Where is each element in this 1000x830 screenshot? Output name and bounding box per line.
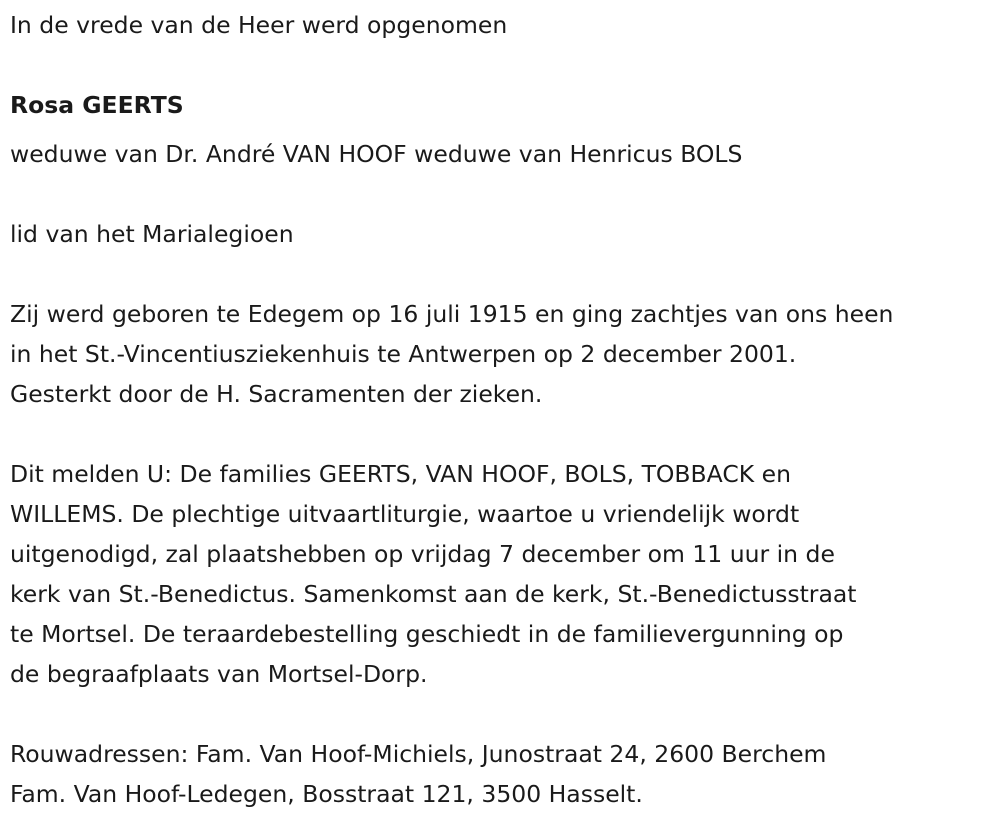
- announcement-line-4: kerk van St.-Benedictus. Samenkomst aan de kerk, St.-Benedictusstraat: [10, 580, 857, 608]
- addresses-line-2: Fam. Van Hoof-Ledegen, Bosstraat 121, 3500 Hasselt.: [10, 780, 643, 808]
- spouses-text: weduwe van Dr. André VAN HOOF weduwe van Henricus BOLS: [10, 140, 743, 168]
- announcement-line-2: WILLEMS. De plechtige uitvaartliturgie, waartoe u vriendelijk wordt: [10, 500, 800, 528]
- deceased-name: Rosa GEERTS: [10, 91, 184, 119]
- announcement-line-5: te Mortsel. De teraardebestelling geschiedt in de familievergunning op: [10, 620, 844, 648]
- birth-death-line-2: in het St.-Vincentiusziekenhuis te Antwerpen op 2 december 2001.: [10, 340, 797, 368]
- addresses-line-1: Rouwadressen: Fam. Van Hoof-Michiels, Junostraat 24, 2600 Berchem: [10, 740, 827, 768]
- birth-death-line-1: Zij werd geboren te Edegem op 16 juli 1915 en ging zachtjes van ons heen: [10, 300, 894, 328]
- birth-death-line-3: Gesterkt door de H. Sacramenten der zieken.: [10, 380, 543, 408]
- announcement-line-1: Dit melden U: De families GEERTS, VAN HOOF, BOLS, TOBBACK en: [10, 460, 791, 488]
- announcement-line-3: uitgenodigd, zal plaatshebben op vrijdag 7 december om 11 uur in de: [10, 540, 835, 568]
- announcement-line-6: de begraafplaats van Mortsel-Dorp.: [10, 660, 428, 688]
- membership-text: lid van het Marialegioen: [10, 220, 294, 248]
- intro-text: In de vrede van de Heer werd opgenomen: [10, 11, 508, 39]
